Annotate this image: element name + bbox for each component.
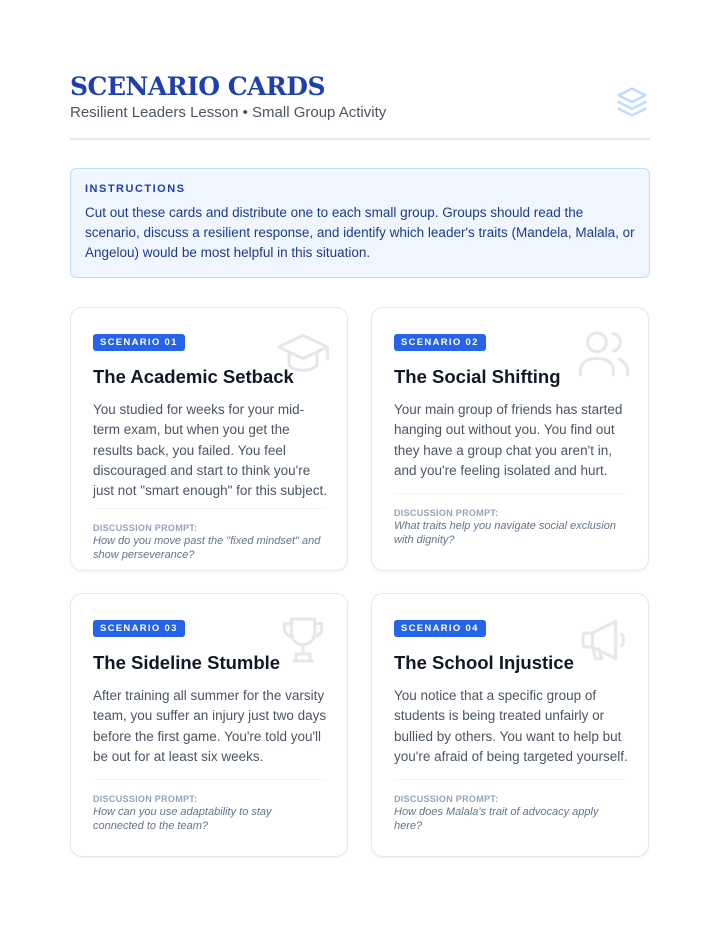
prompt-text: How does Malala's trait of advocacy apply here? bbox=[394, 806, 599, 832]
discussion-prompt bbox=[394, 493, 626, 547]
prompt-text: What traits help you navigate social exclusion with dignity? bbox=[394, 520, 616, 546]
discussion-prompt bbox=[93, 779, 325, 833]
instructions-box bbox=[70, 168, 650, 278]
instructions-text: Cut out these cards and distribute one to each small group. Groups should read the scenario, discuss a resilient response, and identify which leader's traits (Mandela, Malala, or Angelou) would be most helpful in this situation. bbox=[85, 205, 635, 260]
scenario-title: The Social Shifting bbox=[394, 366, 561, 387]
scenario-badge: SCENARIO 01 bbox=[93, 334, 185, 351]
scenario-card bbox=[70, 307, 348, 571]
instructions-label: INSTRUCTIONS bbox=[85, 183, 186, 195]
scenario-title: The Academic Setback bbox=[93, 366, 294, 387]
prompt-text: How do you move past the "fixed mindset" and show perseverance? bbox=[93, 535, 321, 561]
layers-icon bbox=[614, 84, 650, 120]
page-subtitle: Resilient Leaders Lesson • Small Group Activity bbox=[70, 104, 387, 121]
scenario-badge: SCENARIO 04 bbox=[394, 620, 486, 637]
prompt-text: How can you use adaptability to stay connected to the team? bbox=[93, 806, 272, 832]
scenario-badge: SCENARIO 03 bbox=[93, 620, 185, 637]
prompt-label: DISCUSSION PROMPT: bbox=[93, 523, 198, 533]
scenario-text: After training all summer for the varsity team, you suffer an injury just two days before the first game. You're told you'll be out for at least six weeks. bbox=[93, 688, 327, 764]
discussion-prompt bbox=[93, 508, 325, 562]
page-title: SCENARIO CARDS bbox=[70, 72, 326, 101]
scenario-text: Your main group of friends has started hanging out without you. You find out they have a group chat you aren't in, and you're feeling isolated and hurt. bbox=[394, 402, 623, 478]
discussion-prompt bbox=[394, 779, 626, 833]
page-header bbox=[70, 70, 650, 140]
scenario-card bbox=[371, 307, 649, 571]
prompt-label: DISCUSSION PROMPT: bbox=[93, 794, 198, 804]
scenario-title: The School Injustice bbox=[394, 652, 574, 673]
scenario-title: The Sideline Stumble bbox=[93, 652, 281, 673]
scenario-text: You notice that a specific group of students is being treated unfairly or bullied by others. You want to help but you're afraid of being targeted yourself. bbox=[394, 688, 628, 764]
prompt-label: DISCUSSION PROMPT: bbox=[394, 794, 499, 804]
scenario-badge: SCENARIO 02 bbox=[394, 334, 486, 351]
scenario-card bbox=[70, 593, 348, 857]
scenario-text: You studied for weeks for your mid-term exam, but when you get the results back, you failed. You feel discouraged and start to think you're just not "smart enough" for this subject. bbox=[93, 402, 327, 499]
scenario-card bbox=[371, 593, 649, 857]
prompt-label: DISCUSSION PROMPT: bbox=[394, 508, 499, 518]
